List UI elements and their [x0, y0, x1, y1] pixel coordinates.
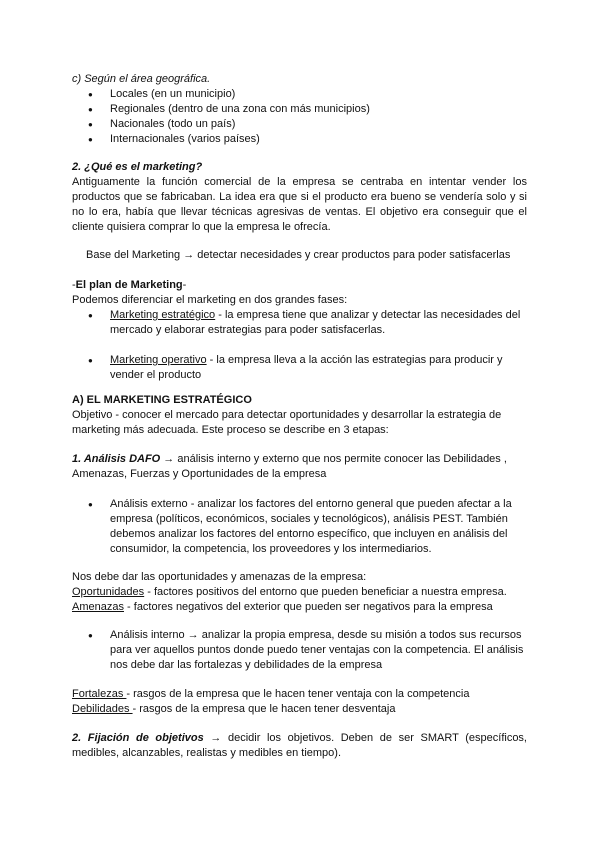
dafo-intro: 1. Análisis DAFO → análisis interno y externo que nos permite conocer las Debilidades , Amenazas, Fuerzas y Oportunidades de la empresa	[72, 453, 507, 480]
plan-section	[72, 278, 527, 383]
list-item: ● Nacionales (todo un país)	[72, 117, 527, 132]
marketing-base-line: Base del Marketing → detectar necesidades y crear productos para poder satisfacerlas	[86, 249, 511, 261]
plan-list	[72, 308, 527, 338]
list-item: ● Internacionales (varios países)	[72, 132, 527, 147]
external-intro: Nos debe dar las oportunidades y amenazas de la empresa:	[72, 571, 367, 583]
strengths-weaknesses	[72, 687, 527, 717]
geographic-section	[72, 72, 527, 147]
opportunities-threats	[72, 570, 527, 615]
opportunities-line: Oportunidades - factores positivos del entorno que pueden beneficiar a nuestra empresa.	[72, 586, 507, 598]
section-heading: 2. ¿Qué es el marketing?	[72, 161, 203, 173]
list-item: ● Regionales (dentro de una zona con más municipios)	[72, 102, 527, 117]
plan-intro: Podemos diferenciar el marketing en dos grandes fases:	[72, 294, 348, 306]
list-item: ● Análisis interno → analizar la propia empresa, desde su misión a todos sus recursos para ver aquellos puntos donde puedo tener ventajas con la competencia. El análisis nos debe dar las fortalezas y debilidades de la empresa	[72, 628, 527, 673]
weaknesses-line: Debilidades - rasgos de la empresa que le hacen tener desventaja	[72, 703, 396, 715]
plan-heading: -El plan de Marketing-	[72, 279, 187, 291]
strategic-section	[72, 393, 527, 438]
intro-paragraph: Antiguamente la función comercial de la empresa se centraba en intentar vender los productos que se fabricaban. La idea era que si el producto era bueno se vendería solo y si no lo era, había que llevar técnicas agresivas de ventas. El objetivo era conseguir que el cliente quisiera comprar lo que la empresa le ofrecía.	[72, 176, 527, 233]
objectives-paragraph: 2. Fijación de objetivos → decidir los objetivos. Deben de ser SMART (específicos, medibles, alcanzables, realistas y medibles en tiempo).	[72, 732, 527, 759]
list-item: ● Marketing estratégico - la empresa tiene que analizar y detectar las necesidades del mercado y elaborar estrategias para poder satisfacerlas.	[72, 308, 527, 338]
dafo-section	[72, 452, 527, 482]
internal-analysis	[72, 628, 527, 673]
geographic-list	[72, 87, 527, 147]
objectives-section	[72, 731, 527, 761]
list-item: ● Locales (en un municipio)	[72, 87, 527, 102]
list-item: ● Análisis externo - analizar los factores del entorno general que pueden afectar a la empresa (políticos, económicos, sociales y tecnológicos), análisis PEST. También debemos analizar los factores del entorno específico, que incluyen en análisis del consumidor, la competencia, los proveedores y los intermediarios.	[72, 497, 527, 557]
plan-list	[72, 353, 527, 383]
geographic-heading: c) Según el área geográfica.	[72, 73, 211, 85]
list-item: ● Marketing operativo - la empresa lleva a la acción las estrategias para producir y vender el producto	[72, 353, 527, 383]
objective-paragraph: Objetivo - conocer el mercado para detectar oportunidades y desarrollar la estrategia de marketing más adecuada. Este proceso se describe en 3 etapas:	[72, 409, 502, 436]
strengths-line: Fortalezas - rasgos de la empresa que le hacen tener ventaja con la competencia	[72, 688, 470, 700]
threats-line: Amenazas - factores negativos del exterior que pueden ser negativos para la empresa	[72, 601, 493, 613]
external-analysis	[72, 497, 527, 557]
section-heading: A) EL MARKETING ESTRATÉGICO	[72, 394, 252, 406]
marketing-definition-section	[72, 160, 527, 235]
